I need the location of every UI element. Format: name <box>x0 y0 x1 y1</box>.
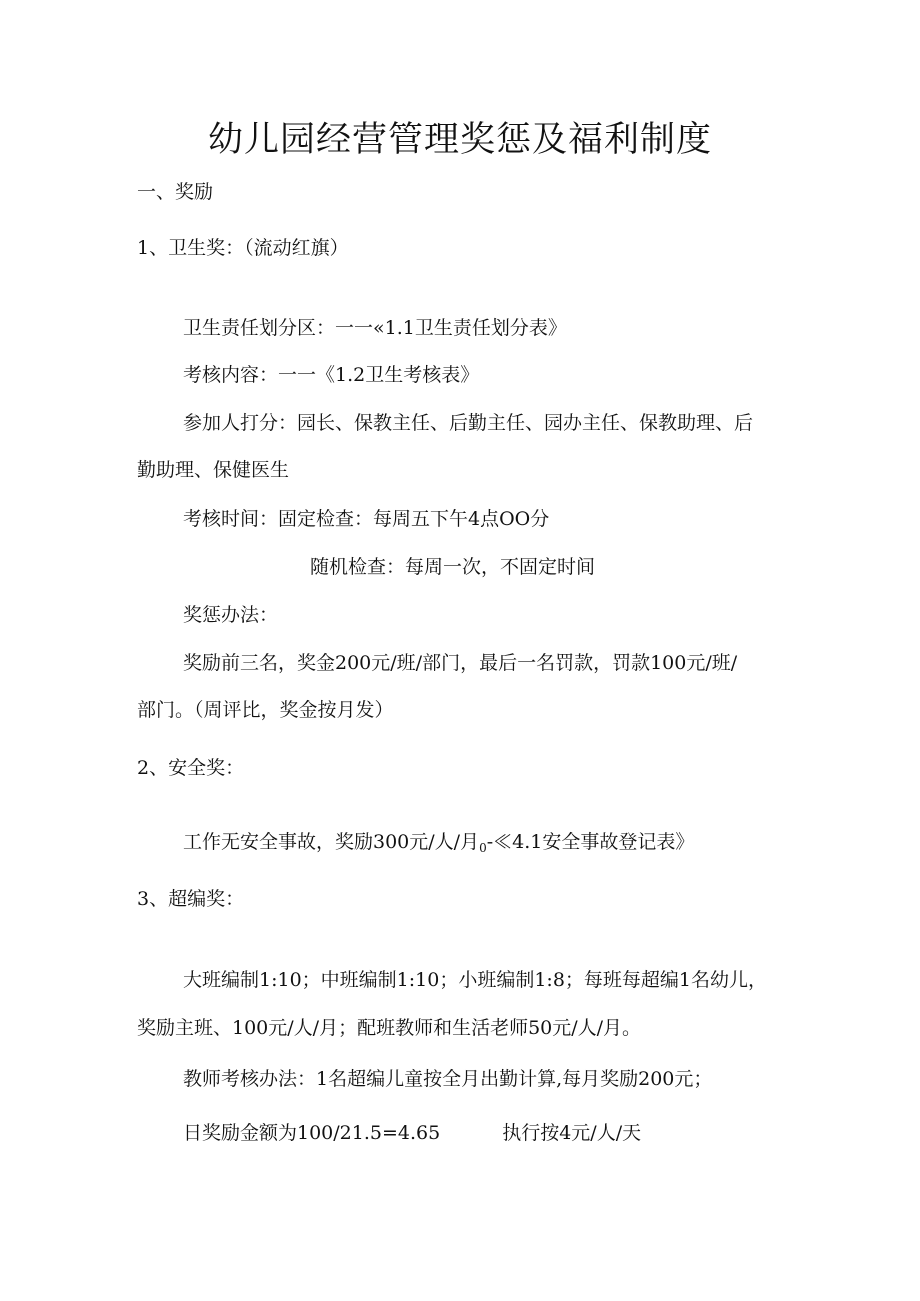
item3-daily-line <box>183 1121 641 1145</box>
item1-content: 考核内容：一一《1.2卫生考核表》 <box>183 364 480 386</box>
item3-heading: 3、超编奖： <box>137 888 245 910</box>
item1-scorers-line1: 参加人打分：园长、保教主任、后勤主任、园办主任、保教助理、后 <box>183 412 754 434</box>
section-heading-rewards: 一、奖励 <box>137 181 214 203</box>
item2-text <box>183 830 694 856</box>
item1-method-line1: 奖励前三名，奖金200元/班/部门，最后一名罚款，罚款100元/班/ <box>183 652 738 674</box>
item3-daily-amount: 日奖励金额为100/21.5=4.65 <box>183 1122 441 1144</box>
item1-scorers-line2: 勤助理、保健医生 <box>137 459 290 481</box>
item2-heading: 2、安全奖： <box>137 757 245 779</box>
document-title: 幼儿园经营管理奖惩及福利制度 <box>207 120 712 160</box>
item2-text-subscript: 0 <box>479 841 487 855</box>
item3-daily-exec: 执行按4元/人/天 <box>502 1122 642 1144</box>
item1-method-label: 奖惩办法： <box>183 604 279 626</box>
item3-ratio-line2: 奖励主班、100元/人/月；配班教师和生活老师50元/人/月。 <box>137 1017 642 1039</box>
item3-teacher-method: 教师考核办法：1名超编儿童按全月出勤计算,每月奖励200元； <box>183 1068 713 1090</box>
item1-heading: 1、卫生奖：（流动红旗） <box>137 237 349 259</box>
item2-text-b: -≪4.1安全事故登记表》 <box>486 831 695 853</box>
item3-ratio-line1: 大班编制1:10；中班编制1:10；小班编制1:8；每班每超编1名幼儿， <box>183 969 768 991</box>
item1-zone: 卫生责任划分区：一一«1.1卫生责任划分表》 <box>183 317 567 339</box>
item1-time-fixed: 考核时间：固定检查：每周五下午4点OO分 <box>183 508 550 530</box>
item2-text-a: 工作无安全事故，奖励300元/人/月 <box>183 831 480 853</box>
item1-method-line2: 部门。（周评比，奖金按月发） <box>137 699 394 721</box>
item1-time-random: 随机检查：每周一次，不固定时间 <box>310 556 596 578</box>
